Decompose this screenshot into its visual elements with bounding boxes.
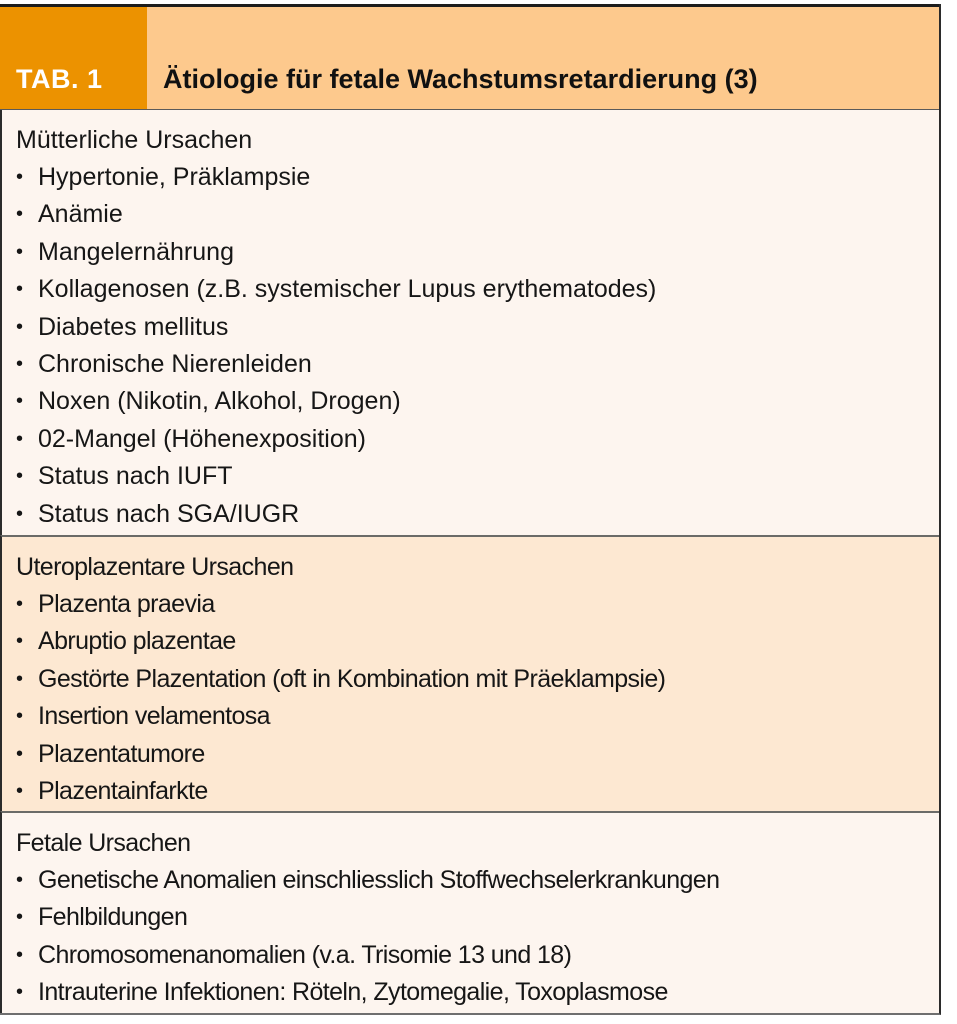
list-item bbox=[16, 196, 939, 233]
table-header bbox=[0, 4, 939, 110]
bullet-icon: • bbox=[16, 869, 23, 891]
list-item-text: Anämie bbox=[38, 200, 123, 229]
bullet-icon: • bbox=[16, 240, 24, 263]
bullet-icon: • bbox=[16, 906, 23, 929]
list-item-text: Plazenta praevia bbox=[38, 590, 215, 618]
section-title: Mütterliche Ursachen bbox=[16, 126, 253, 154]
list-item-text: Mangelernährung bbox=[38, 237, 234, 266]
bullet-icon: • bbox=[16, 390, 24, 413]
bullet-icon: • bbox=[16, 427, 24, 450]
bullet-icon: • bbox=[16, 203, 24, 226]
list-item-text: Fehlbildungen bbox=[38, 903, 188, 932]
section-title: Uteroplazentare Ursachen bbox=[16, 553, 294, 581]
etiology-table bbox=[0, 4, 941, 1015]
list-item bbox=[16, 586, 939, 623]
bullet-icon: • bbox=[16, 630, 23, 653]
bullet-icon: • bbox=[16, 742, 23, 765]
list-item bbox=[16, 862, 939, 899]
bullet-icon: • bbox=[16, 315, 24, 338]
list-item bbox=[16, 234, 939, 271]
list-item-text: Status nach IUFT bbox=[38, 462, 233, 491]
bullet-icon: • bbox=[16, 981, 23, 1004]
bullet-icon: • bbox=[16, 779, 23, 802]
list-item bbox=[16, 736, 939, 773]
list-item-text: Noxen (Nikotin, Alkohol, Drogen) bbox=[38, 387, 401, 416]
list-item-text: Status nach SGA/IUGR bbox=[38, 499, 300, 528]
list-item bbox=[16, 623, 939, 660]
list-item bbox=[16, 698, 939, 735]
bullet-icon: • bbox=[16, 166, 24, 188]
list-item-text: Intrauterine Infektionen: Röteln, Zytomegalie, Toxoplasmose bbox=[38, 978, 668, 1007]
list-item bbox=[16, 937, 939, 974]
list-item-text: Plazentainfarkte bbox=[38, 776, 208, 805]
list-item-text: Chronische Nierenleiden bbox=[38, 349, 312, 378]
bullet-icon: • bbox=[16, 705, 23, 728]
list-item-text: Chromosomenanomalien (v.a. Trisomie 13 und 18) bbox=[38, 940, 572, 969]
list-item bbox=[16, 773, 939, 810]
section-title: Fetale Ursachen bbox=[16, 829, 191, 857]
list-item-text: Diabetes mellitus bbox=[38, 312, 229, 341]
list-item bbox=[16, 159, 939, 196]
table-number-label: TAB. 1 bbox=[0, 7, 147, 109]
bullet-icon: • bbox=[16, 943, 23, 966]
list-item bbox=[16, 271, 939, 308]
section-maternal-causes bbox=[0, 110, 939, 535]
list-item bbox=[16, 458, 939, 495]
list-item bbox=[16, 974, 939, 1011]
section-fetal-causes bbox=[0, 811, 939, 1013]
list-item-text: 02-Mangel (Höhenexposition) bbox=[38, 424, 366, 453]
list-item-text: Insertion velamentosa bbox=[38, 702, 270, 731]
list-item-text: Genetische Anomalien einschliesslich Stoffwechselerkrankungen bbox=[38, 866, 720, 894]
list-item-text: Gestörte Plazentation (oft in Kombination mit Präeklampsie) bbox=[38, 664, 666, 693]
list-item bbox=[16, 309, 939, 346]
section-uteroplacental-causes bbox=[0, 535, 939, 811]
list-item bbox=[16, 421, 939, 458]
table-title: Ätiologie für fetale Wachstumsretardierung (3) bbox=[147, 7, 939, 109]
list-item-text: Plazentatumore bbox=[38, 739, 205, 768]
bullet-icon: • bbox=[16, 278, 24, 301]
list-item-text: Hypertonie, Präklampsie bbox=[38, 163, 311, 191]
list-item bbox=[16, 899, 939, 936]
bullet-icon: • bbox=[16, 465, 24, 488]
bullet-icon: • bbox=[16, 667, 23, 690]
bullet-icon: • bbox=[16, 502, 24, 525]
list-item-text: Kollagenosen (z.B. systemischer Lupus erythematodes) bbox=[38, 275, 657, 304]
list-item bbox=[16, 661, 939, 698]
bullet-icon: • bbox=[16, 593, 23, 615]
bullet-icon: • bbox=[16, 352, 24, 375]
list-item bbox=[16, 496, 939, 533]
list-item bbox=[16, 383, 939, 420]
list-item-text: Abruptio plazentae bbox=[38, 627, 236, 656]
list-item bbox=[16, 346, 939, 383]
